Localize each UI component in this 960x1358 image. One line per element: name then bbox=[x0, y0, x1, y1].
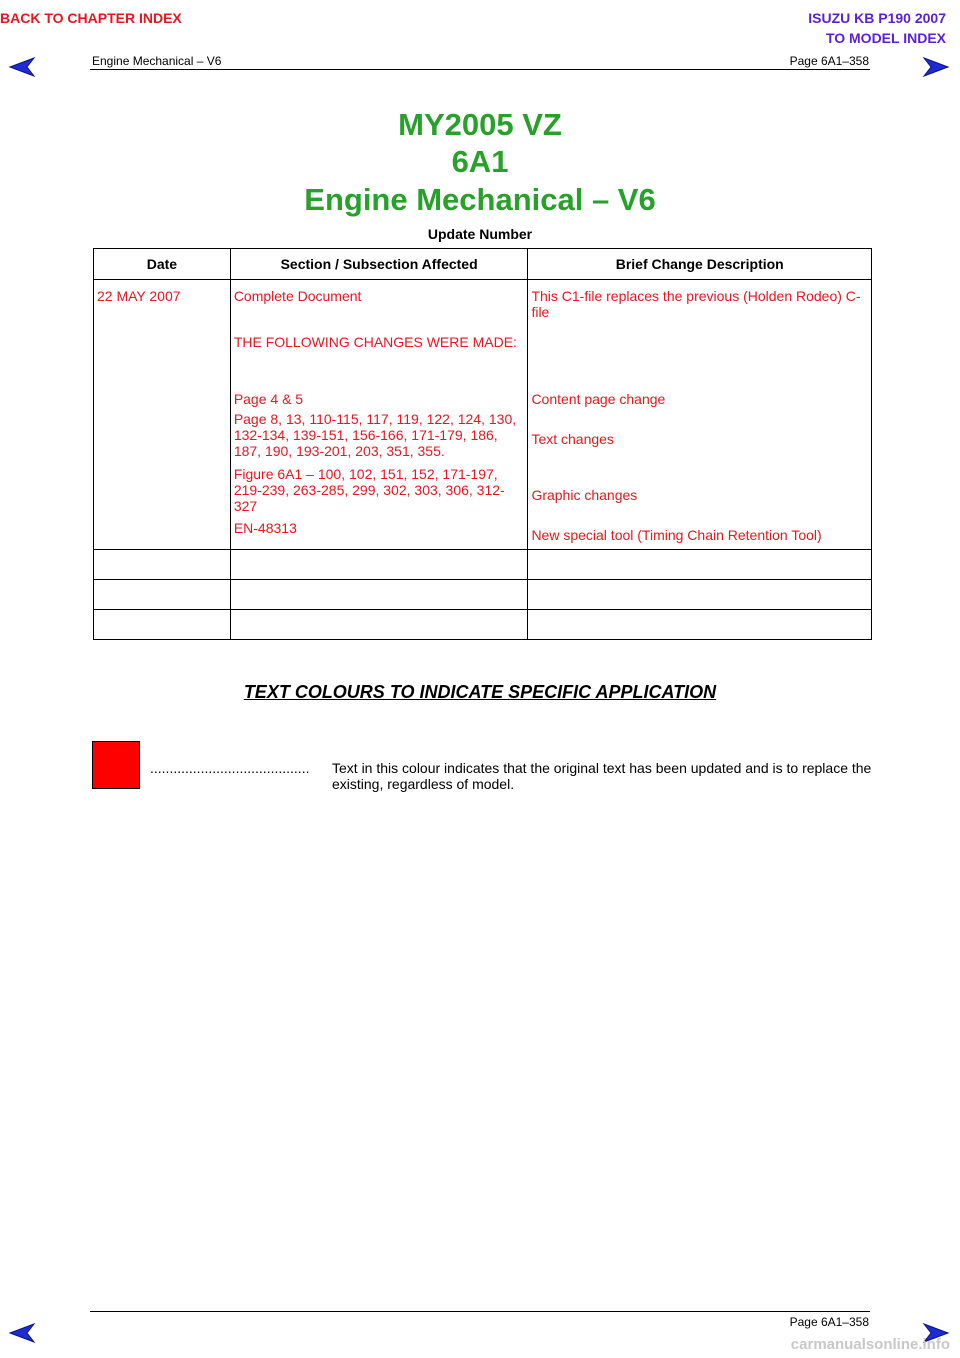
section-complete-document: Complete Document bbox=[233, 288, 362, 304]
next-page-arrow-icon[interactable] bbox=[922, 56, 950, 78]
section-tool-number: EN-48313 bbox=[233, 520, 297, 536]
back-to-chapter-index-link[interactable]: BACK TO CHAPTER INDEX bbox=[0, 10, 182, 26]
previous-page-arrow-icon[interactable] bbox=[8, 1322, 36, 1344]
section-text-change-pages: Page 8, 13, 110-115, 117, 119, 122, 124, 130, 132-134, 139-151, 156-166, 171-179, 186, 187, 190, 193-201, 203, 351, 355. bbox=[233, 411, 517, 459]
empty-cell bbox=[230, 610, 528, 640]
title-line-section-code: 6A1 bbox=[451, 144, 509, 179]
empty-cell bbox=[94, 580, 231, 610]
legend-leader-dots: ......................................... bbox=[150, 760, 310, 776]
empty-cell bbox=[528, 610, 872, 640]
update-date: 22 MAY 2007 bbox=[97, 288, 181, 304]
empty-cell bbox=[230, 550, 528, 580]
table-row bbox=[94, 610, 872, 640]
description-cell bbox=[528, 280, 872, 550]
table-row bbox=[94, 580, 872, 610]
empty-cell bbox=[528, 550, 872, 580]
title-line-section-name: Engine Mechanical – V6 bbox=[304, 182, 656, 217]
previous-page-arrow-icon[interactable] bbox=[8, 56, 36, 78]
empty-cell bbox=[94, 610, 231, 640]
update-number-label: Update Number bbox=[427, 226, 533, 242]
footer-rule bbox=[90, 1311, 870, 1312]
header-section-title: Engine Mechanical – V6 bbox=[92, 54, 222, 68]
desc-text-changes: Text changes bbox=[531, 431, 614, 447]
update-table bbox=[93, 248, 872, 640]
title-line-model-year: MY2005 VZ bbox=[398, 107, 562, 142]
site-watermark: carmanualsonline.info bbox=[790, 1336, 950, 1353]
header-section-affected: Section / Subsection Affected bbox=[230, 249, 528, 280]
document-title bbox=[0, 106, 960, 220]
table-header-row bbox=[94, 249, 872, 280]
legend-heading: TEXT COLOURS TO INDICATE SPECIFIC APPLICATION bbox=[243, 682, 717, 702]
empty-cell bbox=[528, 580, 872, 610]
header-page-number: Page 6A1–358 bbox=[789, 54, 869, 68]
empty-cell bbox=[230, 580, 528, 610]
date-cell bbox=[94, 280, 231, 550]
header-change-description: Brief Change Description bbox=[528, 249, 872, 280]
desc-graphic-changes: Graphic changes bbox=[531, 487, 638, 503]
desc-file-replacement: This C1-file replaces the previous (Holden Rodeo) C-file bbox=[531, 288, 861, 320]
header-rule bbox=[90, 69, 870, 70]
red-colour-swatch bbox=[92, 741, 140, 789]
section-cell bbox=[230, 280, 528, 550]
footer-page-number: Page 6A1–358 bbox=[789, 1315, 869, 1329]
section-following-changes: THE FOLLOWING CHANGES WERE MADE: bbox=[233, 334, 517, 350]
section-figure-list: Figure 6A1 – 100, 102, 151, 152, 171-197, 219-239, 263-285, 299, 302, 303, 306, 312-327 bbox=[233, 466, 505, 514]
empty-cell bbox=[94, 550, 231, 580]
section-pages-4-5: Page 4 & 5 bbox=[233, 391, 304, 407]
vehicle-model-link[interactable]: ISUZU KB P190 2007 bbox=[808, 10, 946, 26]
table-row bbox=[94, 280, 872, 550]
to-model-index-link[interactable]: TO MODEL INDEX bbox=[825, 30, 946, 46]
header-date: Date bbox=[94, 249, 231, 280]
desc-content-page-change: Content page change bbox=[531, 391, 666, 407]
legend-description: Text in this colour indicates that the original text has been updated and is to replace the existing, regardless of model. bbox=[332, 760, 872, 792]
desc-new-special-tool: New special tool (Timing Chain Retention Tool) bbox=[531, 527, 822, 543]
table-row bbox=[94, 550, 872, 580]
